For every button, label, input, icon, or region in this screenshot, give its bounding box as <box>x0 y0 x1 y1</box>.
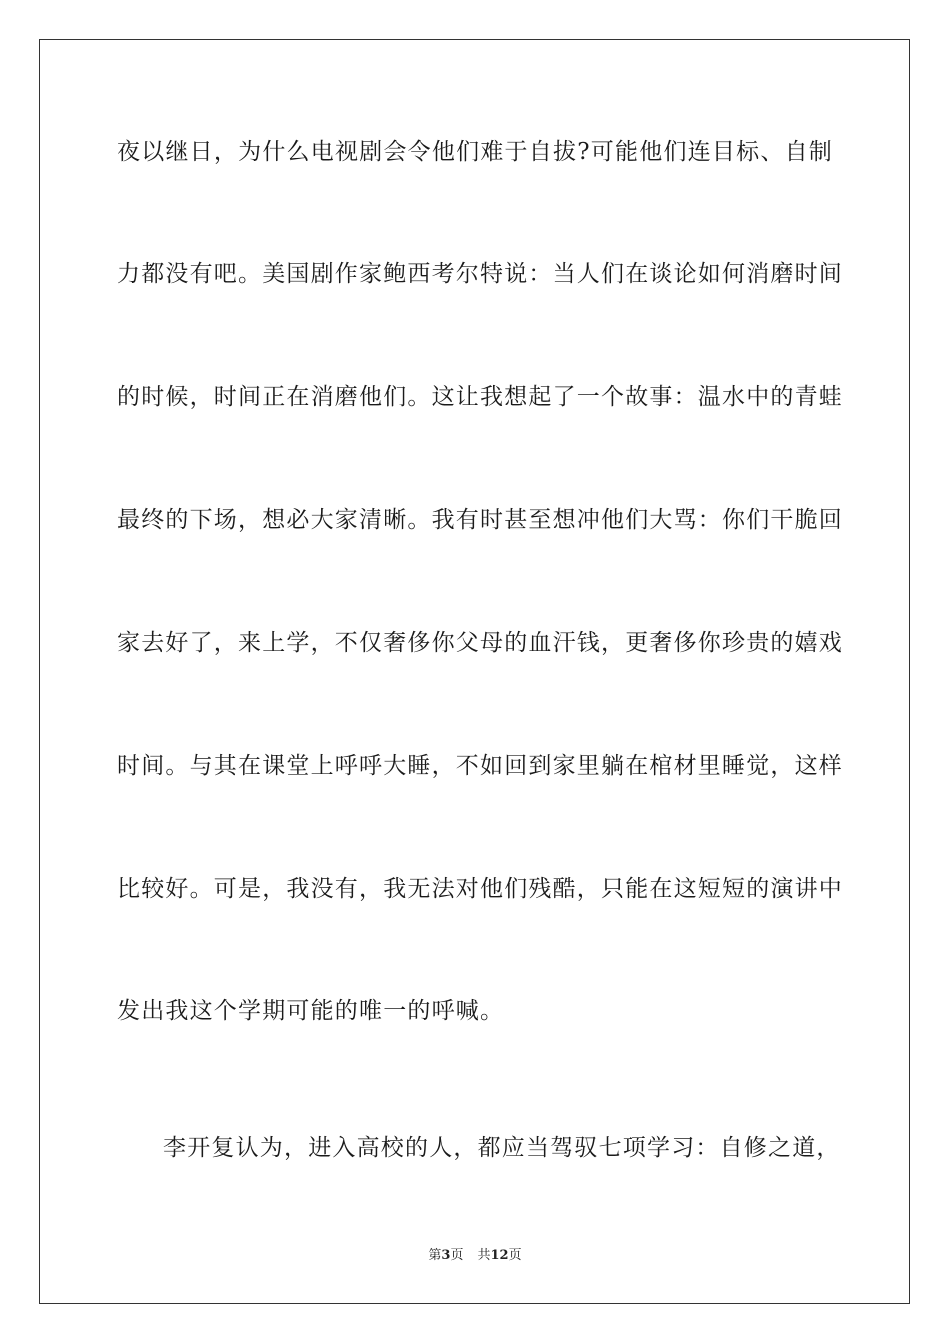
page-border <box>39 39 910 1304</box>
page-footer <box>0 1247 950 1265</box>
total-suffix: 页 <box>508 1248 522 1263</box>
total-pages: 12 <box>490 1248 509 1263</box>
body-line-8: 发出我这个学期可能的唯一的呼喊。 <box>117 998 505 1024</box>
body-line-4: 最终的下场，想必大家清晰。我有时甚至想冲他们大骂：你们干脆回 <box>117 507 843 533</box>
body-line-6: 时间。与其在课堂上呼呼大睡，不如回到家里躺在棺材里睡觉，这样 <box>117 753 843 779</box>
body-line-7: 比较好。可是，我没有，我无法对他们残酷，只能在这短短的演讲中 <box>117 876 843 902</box>
page-suffix: 页 <box>450 1248 464 1263</box>
page-number: 3 <box>441 1248 451 1263</box>
body-line-3: 的时候，时间正在消磨他们。这让我想起了一个故事：温水中的青蛙 <box>117 384 843 410</box>
page-prefix: 第 <box>428 1248 442 1263</box>
total-prefix: 共 <box>477 1248 491 1263</box>
body-line-5: 家去好了，来上学，不仅奢侈你父母的血汗钱，更奢侈你珍贵的嬉戏 <box>117 630 843 656</box>
body-line-1: 夜以继日，为什么电视剧会令他们难于自拔?可能他们连目标、自制 <box>117 139 833 165</box>
body-line-9: 李开复认为，进入高校的人，都应当驾驭七项学习：自修之道， <box>163 1135 841 1161</box>
body-line-2: 力都没有吧。美国剧作家鲍西考尔特说：当人们在谈论如何消磨时间 <box>117 261 843 287</box>
